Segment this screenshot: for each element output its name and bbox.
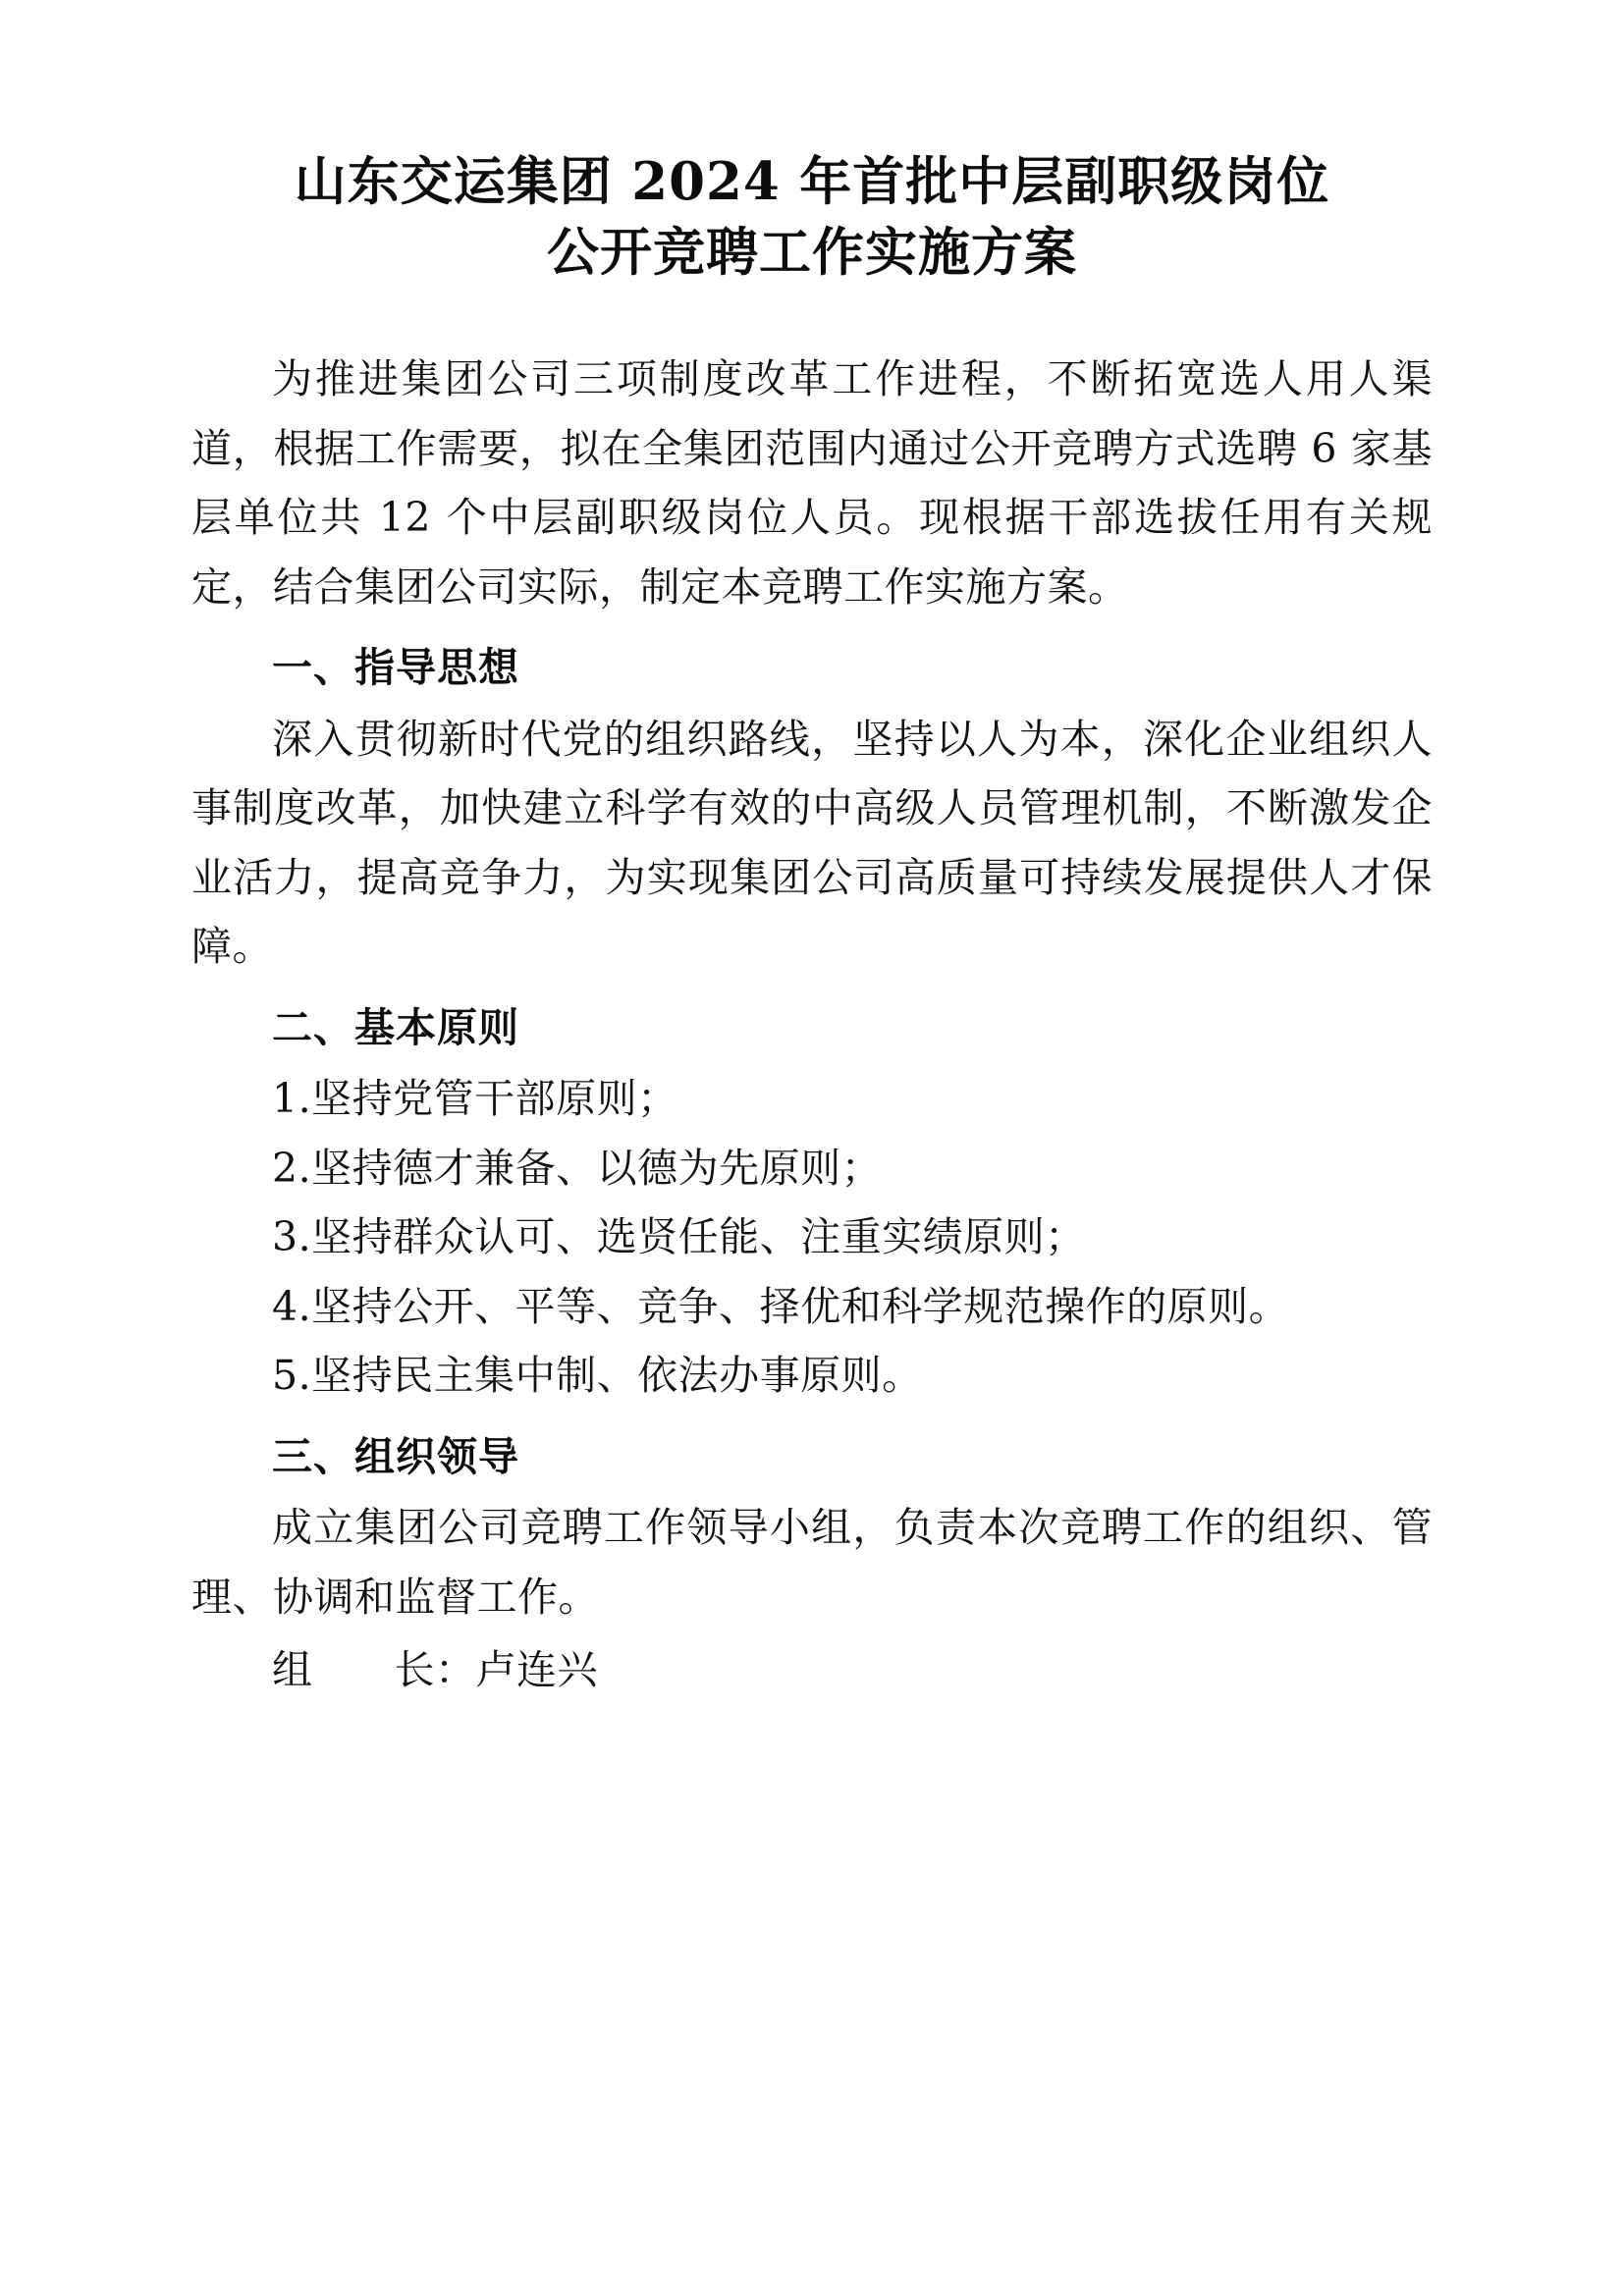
list-item: 5.坚持民主集中制、依法办事原则。 (272, 1352, 923, 1400)
list-item: 3.坚持群众认可、选贤任能、注重实绩原则； (272, 1213, 1086, 1261)
page-title-line-1: 山东交运集团 2024 年首批中层副职级岗位 (294, 151, 1330, 212)
list-item: 2.坚持德才兼备、以德为先原则； (272, 1144, 883, 1192)
list-item: 4.坚持公开、平等、竞争、择优和科学规范操作的原则。 (272, 1282, 1290, 1330)
section-heading-organization-leadership: 三、组织领导 (272, 1432, 519, 1480)
section-paragraph-organization-leadership: 成立集团公司竞聘工作领导小组，负责本次竞聘工作的组织、管理、协调和监督工作。 (191, 1504, 1433, 1621)
section-heading-basic-principles: 二、基本原则 (272, 1003, 519, 1051)
section-paragraph-guiding-thought: 深入贯彻新时代党的组织路线，坚持以人为本，深化企业组织人事制度改革，加快建立科学有效的中高级人员管理机制，不断激发企业活力，提高竞争力，为实现集团公司高质量可持续发展提供人才保障。 (191, 715, 1433, 971)
intro-paragraph: 为推进集团公司三项制度改革工作进程，不断拓宽选人用人渠道，根据工作需要，拟在全集团范围内通过公开竞聘方式选聘 6 家基层单位共 12 个中层副职级岗位人员。现根据干部选拔任用有关规定，结合集团公司实际，制定本竞聘工作实施方案。 (191, 355, 1433, 611)
group-leader-line: 组 长：卢连兴 (272, 1646, 598, 1694)
section-heading-guiding-thought: 一、指导思想 (272, 644, 519, 692)
list-item: 1.坚持党管干部原则； (272, 1075, 678, 1123)
page-title (191, 147, 1433, 288)
page-title-line-2: 公开竞聘工作实施方案 (547, 221, 1077, 283)
